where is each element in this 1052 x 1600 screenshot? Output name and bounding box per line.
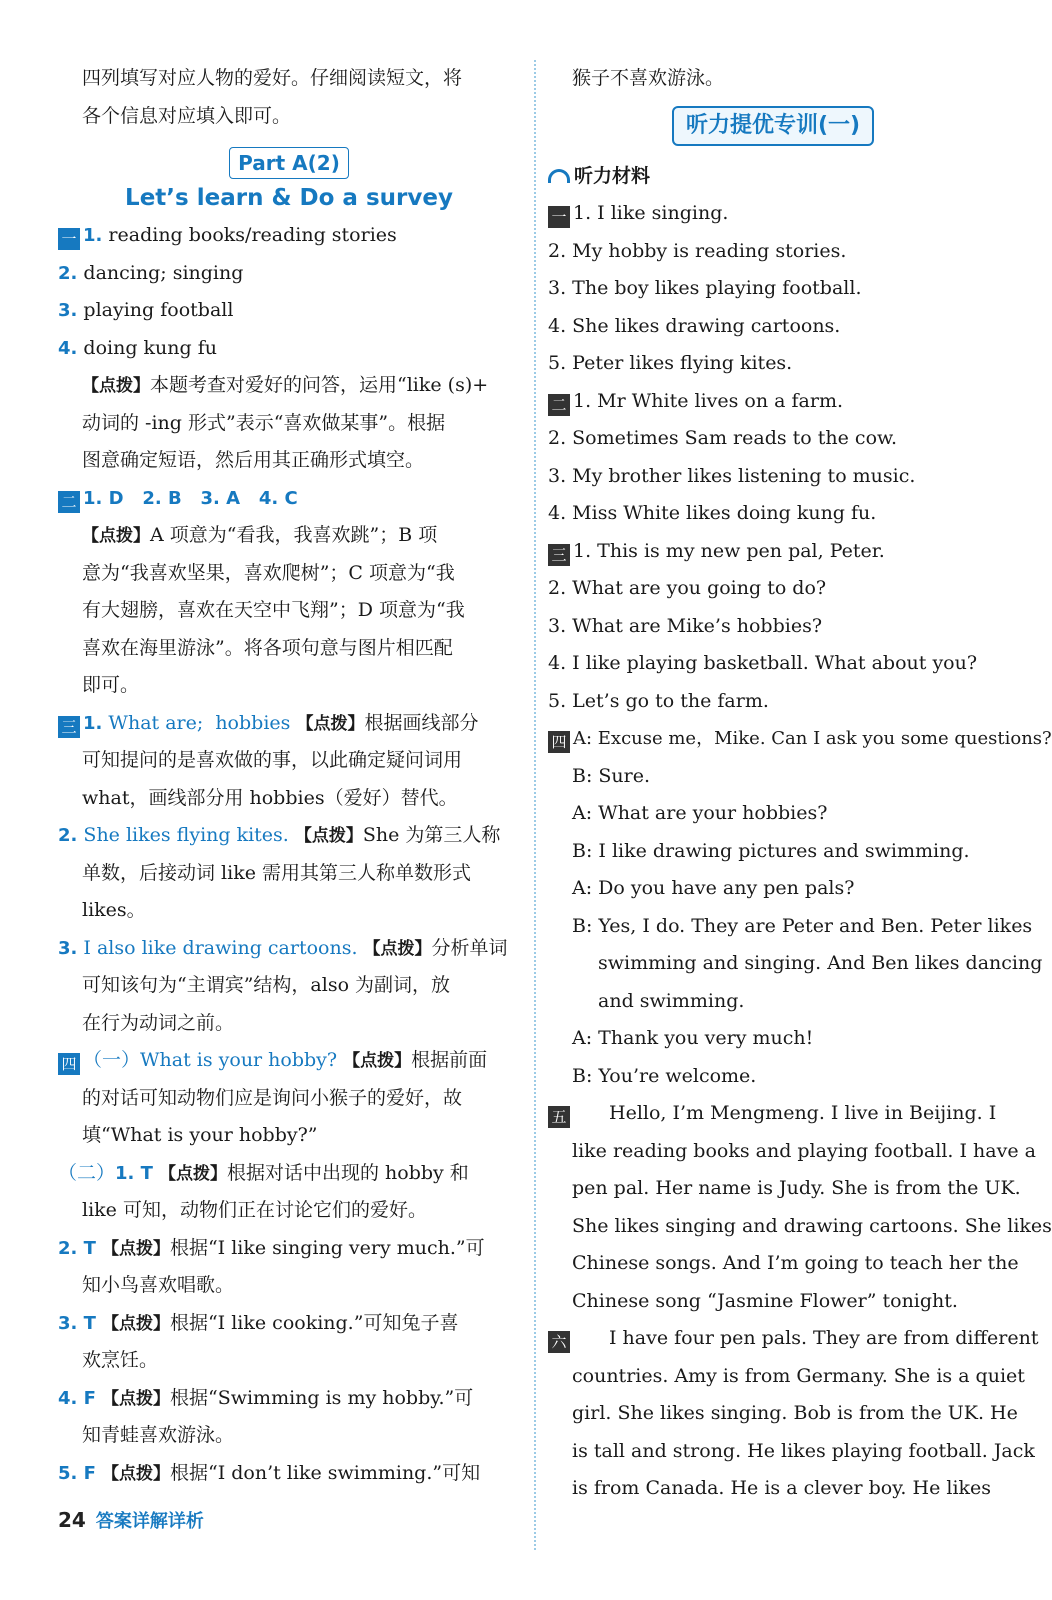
answer-line: 2. dancing; singing bbox=[58, 261, 244, 284]
answer-line: 三 1. What are; hobbies 【点拨】根据画线部分 bbox=[58, 705, 520, 743]
material-header: 听力材料 bbox=[548, 158, 998, 196]
text-line: 的对话可知动物们应是询问小猴子的爱好，故 bbox=[82, 1086, 463, 1109]
answer-line: 一 1. reading books/reading stories bbox=[58, 217, 520, 255]
section-badge: 二 bbox=[548, 394, 570, 416]
section-badge: 四 bbox=[548, 731, 570, 753]
text-line: 知小鸟喜欢唱歌。 bbox=[82, 1274, 235, 1296]
passage-line: countries. Amy is from Germany. She is a quiet bbox=[572, 1364, 1025, 1387]
text-line: 在行为动词之前。 bbox=[82, 1011, 235, 1034]
section-badge: 一 bbox=[548, 206, 570, 228]
dialogue-line: B: You’re welcome. bbox=[572, 1064, 757, 1087]
text-line: like 可知，动物们正在讨论它们的爱好。 bbox=[82, 1199, 427, 1221]
listening-line: 5. Peter likes flying kites. bbox=[548, 352, 793, 374]
passage-line: is from Canada. He is a clever boy. He likes bbox=[572, 1477, 992, 1499]
left-column bbox=[58, 60, 520, 1492]
section-badge: 二 bbox=[58, 491, 80, 513]
passage-line: 六 I have four pen pals. They are from different bbox=[548, 1320, 998, 1358]
dialogue-line: A: Thank you very much! bbox=[572, 1027, 814, 1049]
part-label-row bbox=[58, 135, 520, 179]
answer-line: 2. T 【点拨】根据“I like singing very much.”可 bbox=[58, 1236, 485, 1259]
listening-line: 2. What are you going to do? bbox=[548, 577, 827, 599]
text-line: 可知该句为“主谓宾”结构，also 为副词，放 bbox=[82, 974, 451, 996]
passage-line: like reading books and playing football. I have a bbox=[572, 1139, 1036, 1162]
answer-line: 4. F 【点拨】根据“Swimming is my hobby.”可 bbox=[58, 1386, 474, 1409]
text-line: 各个信息对应填入即可。 bbox=[82, 104, 292, 127]
tip-line: 【点拨】本题考查对爱好的问答，运用“like (s)+ bbox=[82, 374, 489, 396]
dialogue-line: swimming and singing. And Ben likes dancing bbox=[598, 952, 1043, 974]
listening-line: 2. My hobby is reading stories. bbox=[548, 239, 847, 262]
dialogue-line: A: What are your hobbies? bbox=[572, 802, 828, 824]
listening-line: 二 1. Mr White lives on a farm. bbox=[548, 383, 998, 421]
headphone-icon bbox=[548, 169, 570, 183]
listening-line: 3. My brother likes listening to music. bbox=[548, 464, 916, 487]
passage-line: girl. She likes singing. Bob is from the UK. He bbox=[572, 1402, 1018, 1424]
passage-line: She likes singing and drawing cartoons. She likes bbox=[572, 1214, 1052, 1237]
section-badge: 三 bbox=[58, 716, 80, 738]
answer-line: 3. playing football bbox=[58, 299, 234, 321]
listening-line: 2. Sometimes Sam reads to the cow. bbox=[548, 427, 898, 449]
text-line: 知青蛙喜欢游泳。 bbox=[82, 1424, 235, 1446]
text-line: 动词的 -ing 形式”表示“喜欢做某事”。根据 bbox=[82, 411, 446, 434]
listening-line: 4. I like playing basketball. What about you? bbox=[548, 652, 978, 674]
passage-line: Chinese songs. And I’m going to teach her the bbox=[572, 1252, 1019, 1274]
footer-brand: 答案详解详析 bbox=[95, 1511, 204, 1532]
section-badge: 三 bbox=[548, 544, 570, 566]
dialogue-line: A: Do you have any pen pals? bbox=[572, 877, 855, 899]
text-line: 四列填写对应人物的爱好。仔细阅读短文，将 bbox=[82, 67, 463, 89]
section-badge: 一 bbox=[58, 228, 80, 250]
page-footer bbox=[58, 1507, 204, 1533]
part-title: Let’s learn & Do a survey bbox=[125, 185, 453, 211]
tip-line: 【点拨】A 项意为“看我，我喜欢跳”；B 项 bbox=[82, 524, 438, 546]
answer-line: 3. T 【点拨】根据“I like cooking.”可知兔子喜 bbox=[58, 1311, 459, 1334]
listening-line: 三 1. This is my new pen pal, Peter. bbox=[548, 533, 998, 571]
text-line: what，画线部分用 hobbies（爱好）替代。 bbox=[82, 786, 458, 809]
answer-line: 二 1. D 2. B 3. A 4. C bbox=[58, 480, 520, 518]
section-badge: 六 bbox=[548, 1331, 570, 1353]
dialogue-line: 四 A: Excuse me，Mike. Can I ask you some questions? bbox=[548, 720, 998, 758]
answer-line: 2. She likes flying kites. 【点拨】She 为第三人称 bbox=[58, 824, 501, 846]
passage-line: pen pal. Her name is Judy. She is from the UK. bbox=[572, 1177, 1021, 1199]
right-column bbox=[548, 60, 1052, 1508]
passage-line: 五 Hello, I’m Mengmeng. I live in Beijing. I bbox=[548, 1095, 998, 1133]
text-line: 填“What is your hobby?” bbox=[82, 1124, 318, 1146]
answer-line: 四 （一）What is your hobby? 【点拨】根据前面 bbox=[58, 1042, 520, 1080]
banner-row bbox=[548, 98, 998, 154]
listening-line: 4. She likes drawing cartoons. bbox=[548, 314, 841, 337]
text-line: likes。 bbox=[82, 899, 146, 921]
dialogue-line: B: Sure. bbox=[572, 764, 651, 787]
text-line: 即可。 bbox=[82, 674, 140, 696]
text-line: 有大翅膀，喜欢在天空中飞翔”；D 项意为“我 bbox=[82, 599, 465, 621]
answer-line: 5. F 【点拨】根据“I don’t like swimming.”可知 bbox=[58, 1461, 481, 1484]
section-badge: 四 bbox=[58, 1053, 80, 1075]
text-line: 意为“我喜欢坚果，喜欢爬树”；C 项意为“我 bbox=[82, 561, 455, 584]
listening-line: 3. The boy likes playing football. bbox=[548, 277, 862, 299]
passage-line: is tall and strong. He likes playing football. Jack bbox=[572, 1439, 1035, 1462]
section-badge: 五 bbox=[548, 1106, 570, 1128]
passage-line: Chinese song “Jasmine Flower” tonight. bbox=[572, 1289, 958, 1312]
section-banner: 听力提优专训(一) bbox=[672, 106, 874, 146]
column-divider bbox=[534, 60, 536, 1550]
text-line: 喜欢在海里游泳”。将各项句意与图片相匹配 bbox=[82, 636, 453, 659]
dialogue-line: and swimming. bbox=[598, 989, 745, 1012]
text-line: 欢烹饪。 bbox=[82, 1349, 159, 1371]
text-line: 可知提问的是喜欢做的事，以此确定疑问词用 bbox=[82, 749, 463, 771]
answer-line: （二）1. T 【点拨】根据对话中出现的 hobby 和 bbox=[58, 1161, 469, 1184]
dialogue-line: B: I like drawing pictures and swimming. bbox=[572, 839, 970, 862]
answer-line: 4. doing kung fu bbox=[58, 336, 217, 359]
listening-line: 4. Miss White likes doing kung fu. bbox=[548, 502, 877, 524]
listening-line: 3. What are Mike’s hobbies? bbox=[548, 614, 823, 637]
text-line: 猴子不喜欢游泳。 bbox=[572, 67, 725, 89]
answer-line: 3. I also like drawing cartoons. 【点拨】分析单词 bbox=[58, 936, 508, 959]
part-label: Part A(2) bbox=[229, 147, 349, 179]
text-line: 单数，后接动词 like 需用其第三人称单数形式 bbox=[82, 861, 471, 884]
listening-line: 5. Let’s go to the farm. bbox=[548, 689, 769, 712]
page-number: 24 bbox=[58, 1508, 86, 1532]
listening-line: 一 1. I like singing. bbox=[548, 195, 998, 233]
text-line: 图意确定短语，然后用其正确形式填空。 bbox=[82, 449, 425, 471]
dialogue-line: B: Yes, I do. They are Peter and Ben. Peter likes bbox=[572, 914, 1033, 937]
